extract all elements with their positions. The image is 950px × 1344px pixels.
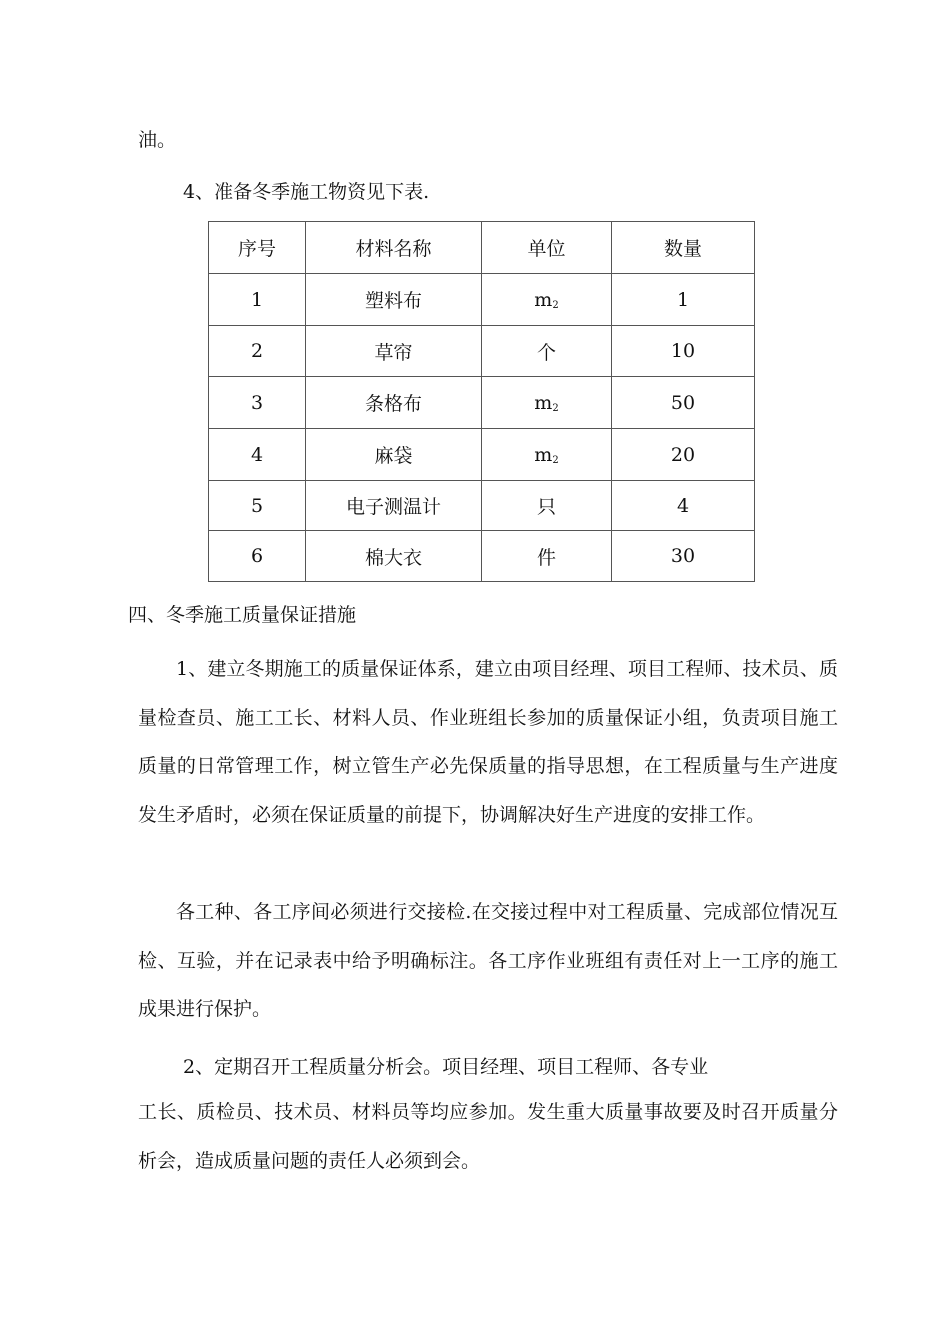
paragraph-meeting-rest: 工长、质检员、技术员、材料员等均应参加。发生重大质量事故要及时召开质量分析会，造成质量问题的责任人必须到会。 bbox=[138, 1101, 838, 1172]
table-row bbox=[209, 429, 755, 481]
materials-intro-line: 4、准备冬季施工物资见下表. bbox=[183, 181, 430, 203]
table-row bbox=[209, 531, 755, 582]
header-qty: 数量 bbox=[612, 222, 755, 274]
row-qty: 50 bbox=[612, 377, 755, 429]
row-unit: $m_2$ bbox=[482, 429, 612, 481]
materials-table bbox=[208, 221, 755, 582]
row-no: 4 bbox=[209, 429, 306, 481]
row-no: 1 bbox=[209, 274, 306, 326]
row-no: 6 bbox=[209, 531, 306, 582]
row-unit: 件 bbox=[482, 531, 612, 582]
table-header-row bbox=[209, 222, 755, 274]
table-row bbox=[209, 481, 755, 531]
row-name: 电子测温计 bbox=[306, 481, 482, 531]
row-unit: 只 bbox=[482, 481, 612, 531]
row-name: 条格布 bbox=[306, 377, 482, 429]
row-qty: 20 bbox=[612, 429, 755, 481]
row-unit: $m_2$ bbox=[482, 377, 612, 429]
row-name: 棉大衣 bbox=[306, 531, 482, 582]
row-no: 2 bbox=[209, 326, 306, 377]
section-heading: 四、冬季施工质量保证措施 bbox=[128, 604, 357, 626]
row-no: 5 bbox=[209, 481, 306, 531]
table-row bbox=[209, 377, 755, 429]
paragraph-handover-check: 各工种、各工序间必须进行交接检.在交接过程中对工程质量、完成部位情况互检、互验，并在记录表中给予明确标注。各工序作业班组有责任对上一工序的施工成果进行保护。 bbox=[138, 901, 838, 1020]
header-unit: 单位 bbox=[482, 222, 612, 274]
row-qty: 10 bbox=[612, 326, 755, 377]
paragraph-meeting-line1: 2、定期召开工程质量分析会。项目经理、项目工程师、各专业 bbox=[183, 1056, 709, 1078]
paragraph-quality-system: 1、建立冬期施工的质量保证体系，建立由项目经理、项目工程师、技术员、质量检查员、施工工长、材料人员、作业班组长参加的质量保证小组，负责项目施工质量的日常管理工作，树立管生产必先保质量的指导思想，在工程质量与生产进度发生矛盾时，必须在保证质量的前提下，协调解决好生产进度的安排工作。 bbox=[138, 658, 838, 826]
row-name: 草帘 bbox=[306, 326, 482, 377]
row-name: 塑料布 bbox=[306, 274, 482, 326]
row-unit: 个 bbox=[482, 326, 612, 377]
table-row bbox=[209, 274, 755, 326]
row-unit: $m_2$ bbox=[482, 274, 612, 326]
intro-tail-text: 油。 bbox=[138, 129, 177, 151]
header-no: 序号 bbox=[209, 222, 306, 274]
row-qty: 4 bbox=[612, 481, 755, 531]
row-name: 麻袋 bbox=[306, 429, 482, 481]
row-qty: 1 bbox=[612, 274, 755, 326]
row-no: 3 bbox=[209, 377, 306, 429]
header-name: 材料名称 bbox=[306, 222, 482, 274]
table-row bbox=[209, 326, 755, 377]
row-qty: 30 bbox=[612, 531, 755, 582]
